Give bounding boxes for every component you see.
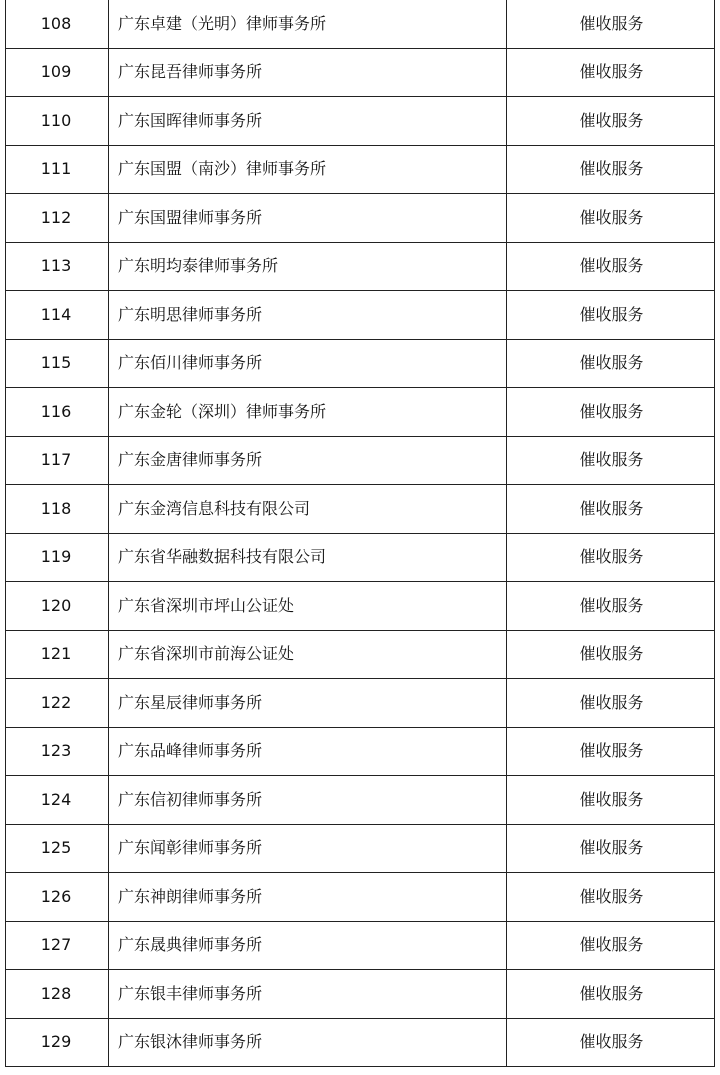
service-type-cell: 催收服务 <box>507 679 715 728</box>
row-number-cell: 125 <box>6 824 109 873</box>
table-row <box>6 970 715 1019</box>
institution-name-cell: 广东信初律师事务所 <box>109 776 507 825</box>
institution-table-container <box>5 0 714 1067</box>
institution-name-cell: 广东省深圳市坪山公证处 <box>109 582 507 631</box>
service-type-cell: 催收服务 <box>507 533 715 582</box>
row-number-cell: 119 <box>6 533 109 582</box>
table-row <box>6 630 715 679</box>
service-type-cell: 催收服务 <box>507 824 715 873</box>
institution-name-cell: 广东金唐律师事务所 <box>109 436 507 485</box>
institution-name-cell: 广东闻彰律师事务所 <box>109 824 507 873</box>
row-number-cell: 126 <box>6 873 109 922</box>
service-type-cell: 催收服务 <box>507 291 715 340</box>
row-number-cell: 117 <box>6 436 109 485</box>
institution-name-cell: 广东省深圳市前海公证处 <box>109 630 507 679</box>
table-row <box>6 776 715 825</box>
table-row <box>6 679 715 728</box>
table-row <box>6 873 715 922</box>
row-number-cell: 113 <box>6 242 109 291</box>
service-type-cell: 催收服务 <box>507 630 715 679</box>
institution-name-cell: 广东佰川律师事务所 <box>109 339 507 388</box>
service-type-cell: 催收服务 <box>507 436 715 485</box>
institution-name-cell: 广东神朗律师事务所 <box>109 873 507 922</box>
row-number-cell: 116 <box>6 388 109 437</box>
institution-name-cell: 广东卓建（光明）律师事务所 <box>109 0 507 48</box>
table-row <box>6 0 715 48</box>
institution-name-cell: 广东星辰律师事务所 <box>109 679 507 728</box>
institution-name-cell: 广东明思律师事务所 <box>109 291 507 340</box>
table-row <box>6 727 715 776</box>
service-type-cell: 催收服务 <box>507 921 715 970</box>
table-row <box>6 1018 715 1067</box>
institution-name-cell: 广东省华融数据科技有限公司 <box>109 533 507 582</box>
table-row <box>6 291 715 340</box>
service-type-cell: 催收服务 <box>507 194 715 243</box>
table-body <box>6 0 715 1067</box>
table-row <box>6 48 715 97</box>
row-number-cell: 110 <box>6 97 109 146</box>
row-number-cell: 127 <box>6 921 109 970</box>
row-number-cell: 122 <box>6 679 109 728</box>
table-row <box>6 339 715 388</box>
row-number-cell: 109 <box>6 48 109 97</box>
table-row <box>6 436 715 485</box>
table-row <box>6 145 715 194</box>
service-type-cell: 催收服务 <box>507 970 715 1019</box>
table-row <box>6 533 715 582</box>
row-number-cell: 120 <box>6 582 109 631</box>
row-number-cell: 118 <box>6 485 109 534</box>
service-type-cell: 催收服务 <box>507 388 715 437</box>
service-type-cell: 催收服务 <box>507 485 715 534</box>
service-type-cell: 催收服务 <box>507 48 715 97</box>
institution-name-cell: 广东银丰律师事务所 <box>109 970 507 1019</box>
row-number-cell: 111 <box>6 145 109 194</box>
institution-name-cell: 广东金轮（深圳）律师事务所 <box>109 388 507 437</box>
row-number-cell: 128 <box>6 970 109 1019</box>
institution-name-cell: 广东明均泰律师事务所 <box>109 242 507 291</box>
row-number-cell: 129 <box>6 1018 109 1067</box>
service-type-cell: 催收服务 <box>507 776 715 825</box>
row-number-cell: 112 <box>6 194 109 243</box>
row-number-cell: 121 <box>6 630 109 679</box>
service-type-cell: 催收服务 <box>507 242 715 291</box>
service-type-cell: 催收服务 <box>507 97 715 146</box>
institution-name-cell: 广东金湾信息科技有限公司 <box>109 485 507 534</box>
institution-name-cell: 广东国盟律师事务所 <box>109 194 507 243</box>
service-type-cell: 催收服务 <box>507 0 715 48</box>
row-number-cell: 108 <box>6 0 109 48</box>
service-type-cell: 催收服务 <box>507 339 715 388</box>
row-number-cell: 123 <box>6 727 109 776</box>
table-row <box>6 388 715 437</box>
row-number-cell: 124 <box>6 776 109 825</box>
row-number-cell: 114 <box>6 291 109 340</box>
institution-name-cell: 广东晟典律师事务所 <box>109 921 507 970</box>
service-type-cell: 催收服务 <box>507 582 715 631</box>
institution-name-cell: 广东昆吾律师事务所 <box>109 48 507 97</box>
row-number-cell: 115 <box>6 339 109 388</box>
institution-table <box>5 0 715 1067</box>
table-row <box>6 485 715 534</box>
service-type-cell: 催收服务 <box>507 873 715 922</box>
institution-name-cell: 广东品峰律师事务所 <box>109 727 507 776</box>
table-row <box>6 824 715 873</box>
table-row <box>6 194 715 243</box>
table-row <box>6 97 715 146</box>
service-type-cell: 催收服务 <box>507 727 715 776</box>
table-row <box>6 582 715 631</box>
service-type-cell: 催收服务 <box>507 1018 715 1067</box>
institution-name-cell: 广东银沐律师事务所 <box>109 1018 507 1067</box>
table-row <box>6 242 715 291</box>
institution-name-cell: 广东国晖律师事务所 <box>109 97 507 146</box>
table-row <box>6 921 715 970</box>
institution-name-cell: 广东国盟（南沙）律师事务所 <box>109 145 507 194</box>
service-type-cell: 催收服务 <box>507 145 715 194</box>
